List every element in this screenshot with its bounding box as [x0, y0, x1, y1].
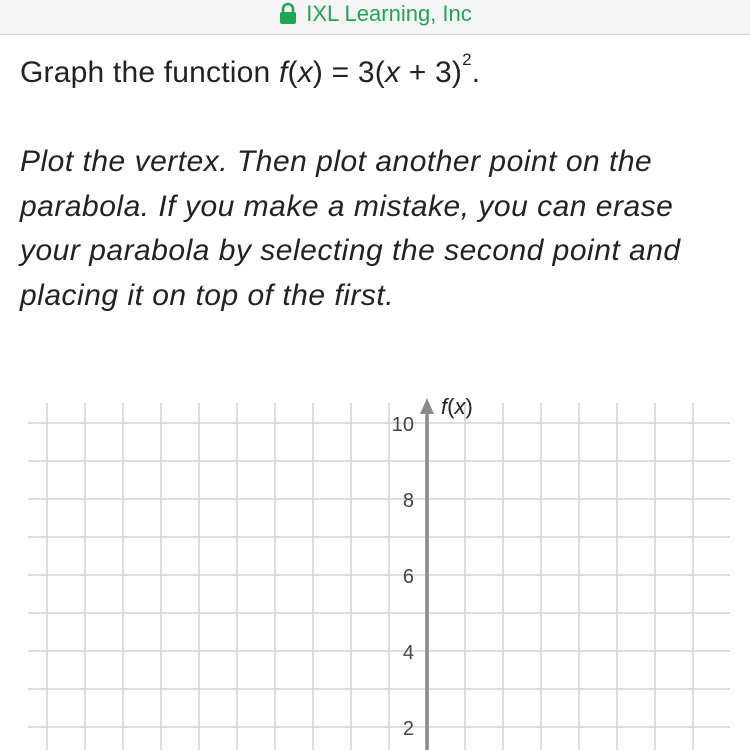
y-tick-label: 4	[402, 642, 414, 664]
browser-url-bar[interactable]	[0, 0, 750, 35]
y-tick-label: 8	[402, 490, 414, 512]
graph-plane[interactable]	[0, 380, 750, 750]
y-tick-label: 6	[402, 566, 414, 588]
function-arg-close: )	[312, 56, 324, 89]
function-exponent: 2	[462, 50, 472, 69]
function-arg-open: (	[287, 56, 298, 89]
instructions-text: Plot the vertex. Then plot another point on the parabola. If you make a mistake, you can erase your parabola by selecting the second point and placing it on top of the first.	[20, 145, 681, 312]
y-axis-label-paren-close: )	[465, 394, 473, 419]
graph-grid	[28, 403, 730, 750]
y-axis-label	[441, 394, 473, 419]
y-axis-label-var: x	[454, 394, 466, 419]
y-tick-label: 2	[402, 718, 414, 740]
site-name: IXL Learning, Inc	[306, 1, 472, 26]
y-axis-label-func: f	[441, 394, 448, 419]
function-arg-var: x	[297, 56, 313, 89]
function-inner-rest: + 3)	[400, 56, 463, 89]
y-axis-label-paren-open: (	[447, 394, 455, 419]
y-axis-arrow-icon	[420, 398, 434, 414]
question-prompt	[20, 50, 481, 90]
question-period: .	[471, 56, 481, 89]
function-equals: = 3(	[323, 56, 385, 89]
function-inner-var: x	[385, 56, 401, 89]
question-prefix: Graph the function	[20, 56, 279, 89]
lock-icon	[278, 2, 298, 26]
y-tick-label: 10	[391, 414, 414, 436]
function-name: f	[278, 56, 288, 89]
